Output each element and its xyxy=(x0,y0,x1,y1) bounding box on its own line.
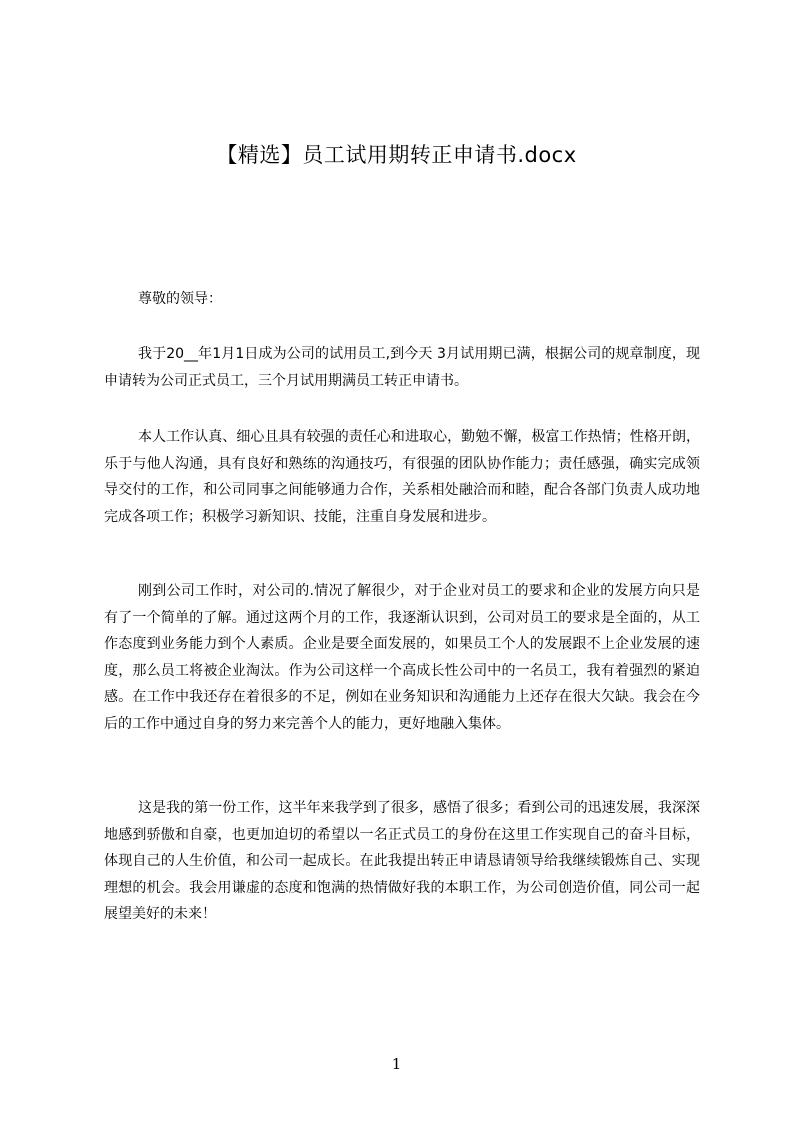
page-number: 1 xyxy=(391,1055,402,1073)
paragraph-1: 我于20__年1月1日成为公司的试用员工,到今天 3月试用期已满，根据公司的规章制度，现申请转为公司正式员工，三个月试用期满员工转正申请书。 xyxy=(104,346,700,389)
paragraph-4: 这是我的第一份工作，这半年来我学到了很多，感悟了很多；看到公司的迅速发展，我深深地感到骄傲和自豪，也更加迫切的希望以一名正式员工的身份在这里工作实现自己的奋斗目标，体现自己的人生价值，和公司一起成长。在此我提出转正申请恳请领导给我继续锻炼自己、实现理想的机会。我会用谦虚的态度和饱满的热情做好我的本职工作，为公司创造价值，同公司一起展望美好的未来！ xyxy=(104,800,700,922)
document-title: 【精选】员工试用期转正申请书.docx xyxy=(216,143,577,167)
paragraph-2: 本人工作认真、细心且具有较强的责任心和进取心，勤勉不懈，极富工作热情；性格开朗，乐于与他人沟通，具有良好和熟练的沟通技巧，有很强的团队协作能力；责任感强，确实完成领导交付的工作，和公司同事之间能够通力合作，关系相处融洽而和睦，配合各部门负责人成功地完成各项工作；积极学习新知识、技能，注重自身发展和进步。 xyxy=(104,429,700,525)
salutation: 尊敬的领导： xyxy=(138,291,222,307)
paragraph-3: 刚到公司工作时，对公司的.情况了解很少，对于企业对员工的要求和企业的发展方向只是有了一个简单的了解。通过这两个月的工作，我逐渐认识到，公司对员工的要求是全面的，从工作态度到业务能力到个人素质。企业是要全面发展的，如果员工个人的发展跟不上企业发展的速度，那么员工将被企业淘汰。作为公司这样一个高成长性公司中的一名员工，我有着强烈的紧迫感。在工作中我还存在着很多的不足，例如在业务知识和沟通能力上还存在很大欠缺。我会在今后的工作中通过自身的努力来完善个人的能力，更好地融入集体。 xyxy=(104,583,700,732)
